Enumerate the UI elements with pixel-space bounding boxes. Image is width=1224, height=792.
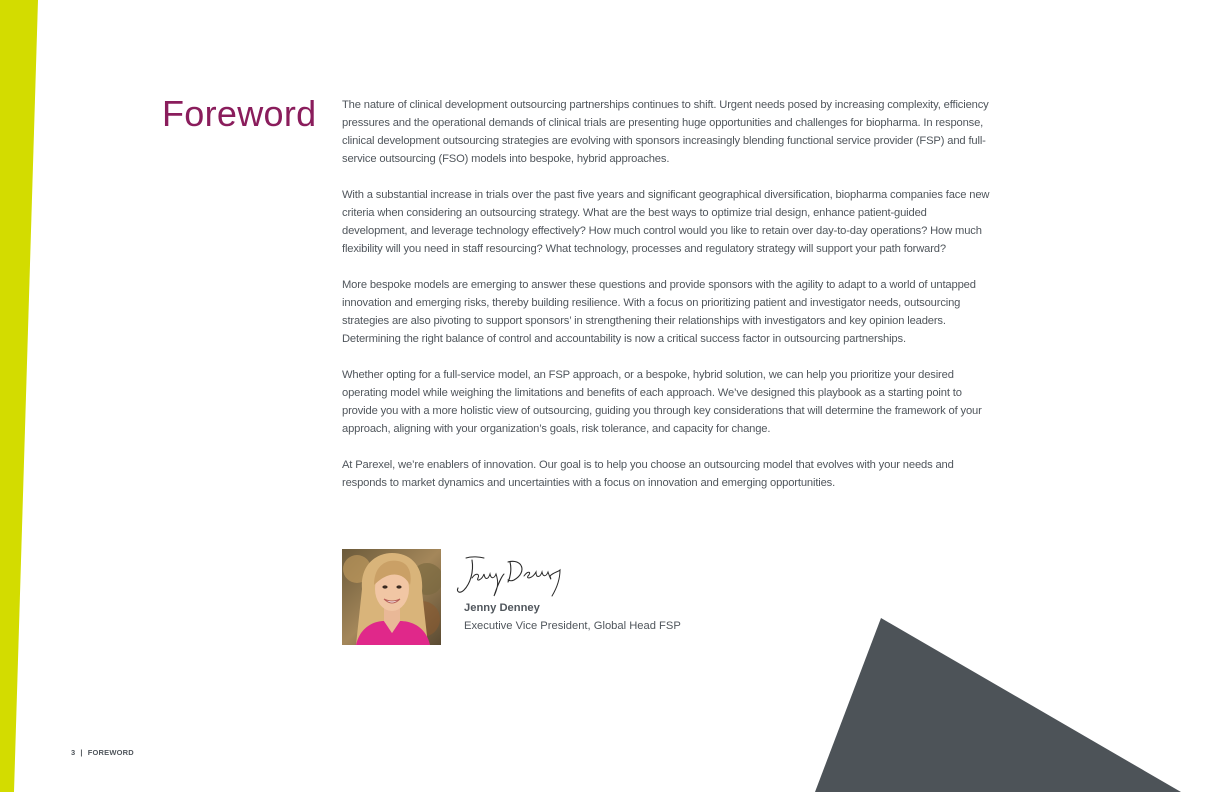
page-title: Foreword [162, 93, 317, 134]
paragraph: More bespoke models are emerging to answer these questions and provide sponsors with the agility to adapt to a world of untapped innovation and emerging risks, thereby building resilience. With a focus on prioritizing patient and investigator needs, outsourcing strategies are also pivoting to support sponsors’ in strengthening their relationships with investigators and key opinion leaders. Determining the right balance of control and accountability is now a critical success factor in outsourcing partnerships. [342, 279, 976, 345]
page-footer [71, 747, 134, 758]
section-label: FOREWORD [87, 748, 134, 757]
signatory-portrait-photo [342, 549, 441, 645]
signatory-title: Executive Vice President, Global Head FSP [464, 620, 681, 632]
page-number: 3 [71, 748, 76, 757]
paragraph: At Parexel, we’re enablers of innovation. Our goal is to help you choose an outsourcing model that evolves with your needs and responds to market dynamics and uncertainties with a focus on innovation and emerging opportunities. [342, 459, 954, 489]
foreword-body [342, 96, 994, 510]
signatory-name: Jenny Denney [464, 602, 540, 614]
lime-accent-bar [0, 0, 38, 792]
gray-triangle-shape [815, 618, 1181, 792]
paragraph: The nature of clinical development outsourcing partnerships continues to shift. Urgent needs posed by increasing complexity, efficiency pressures and the operational demands of clinical trials are presenting huge opportunities and challenges for biopharma. In response, clinical development outsourcing strategies are evolving with sponsors increasingly blending functional service provider (FSP) and full-service outsourcing (FSO) models into bespoke, hybrid approaches. [342, 99, 989, 165]
paragraph: Whether opting for a full-service model, an FSP approach, or a bespoke, hybrid solution, we can help you prioritize your desired operating model while weighing the limitations and benefits of each approach. We’ve designed this playbook as a starting point to provide you with a more holistic view of outsourcing, guiding you through key considerations that will determine the framework of your approach, aligning with your organization’s goals, risk tolerance, and capacity for change. [342, 369, 982, 435]
handwritten-signature [452, 552, 572, 598]
paragraph: With a substantial increase in trials over the past five years and significant geographical diversification, biopharma companies face new criteria when considering an outsourcing strategy. What are the best ways to optimize trial design, enhance patient-guided development, and leverage technology effectively? How much control would you like to retain over day-to-day operations? How much flexibility will you need in staff resourcing? What technology, processes and regulatory strategy will support your path forward? [342, 189, 990, 255]
footer-separator: | [80, 748, 83, 757]
